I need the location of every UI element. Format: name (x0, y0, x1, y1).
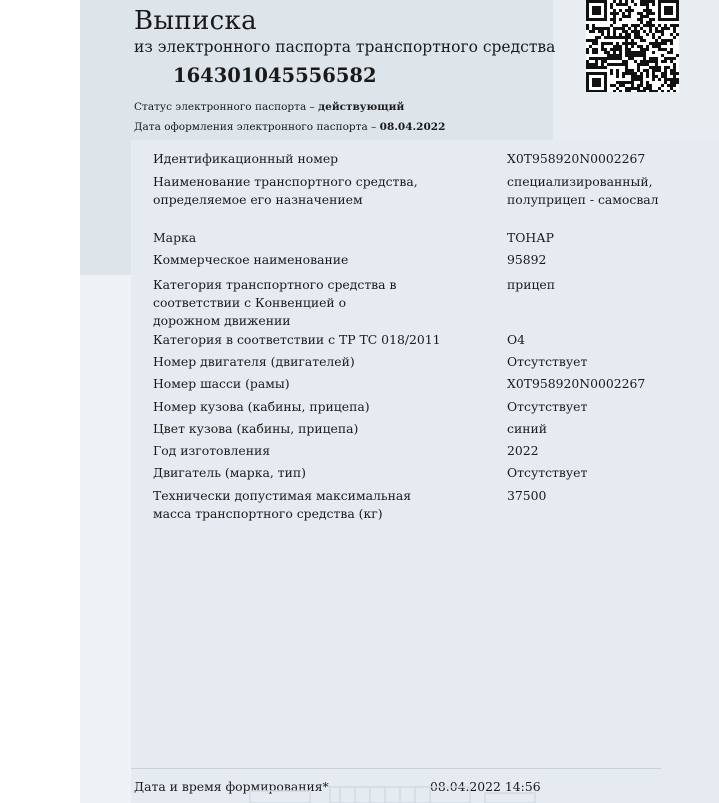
generated-label: Дата и время формирования* (134, 779, 329, 794)
field-value: синий (507, 421, 547, 436)
field-label: Категория в соответствии с ТР ТС 018/2011 (153, 332, 441, 347)
passport-number: 164301045556582 (173, 64, 377, 87)
field-value: 37500 (507, 488, 547, 503)
field-value: O4 (507, 332, 526, 347)
field-label: Год изготовления (153, 443, 271, 458)
field-value: X0T958920N0002267 (507, 151, 646, 166)
field-value: X0T958920N0002267 (507, 376, 646, 391)
issue-date-label: Дата оформления электронного паспорта – (134, 121, 380, 133)
status-value: действующий (318, 101, 405, 113)
field-label: Номер кузова (кабины, прицепа) (153, 399, 370, 414)
field-value: ТОНАР (507, 230, 554, 245)
field-value: Отсутствует (507, 354, 588, 369)
field-value: 2022 (507, 443, 539, 458)
field-label: Марка (153, 230, 197, 245)
status-label: Статус электронного паспорта – (134, 101, 319, 113)
field-value: Отсутствует (507, 465, 588, 480)
status-line (134, 101, 404, 113)
generated-value: 08.04.2022 14:56 (430, 779, 541, 794)
field-label: Идентификационный номер (153, 151, 339, 166)
field-label: Наименование транспортного средства, определяемое его назначением (153, 174, 418, 207)
field-label: Номер двигателя (двигателей) (153, 354, 355, 369)
footer-divider (131, 768, 661, 769)
field-value: Отсутствует (507, 399, 588, 414)
issue-date-line (134, 121, 445, 133)
qr-code-icon (586, 0, 680, 92)
field-label: Технически допустимая максимальная масса транспортного средства (кг) (153, 488, 412, 521)
field-value: прицеп (507, 277, 556, 292)
field-label: Двигатель (марка, тип) (153, 465, 306, 480)
document-title: Выписка (134, 6, 257, 36)
document-subtitle: из электронного паспорта транспортного средства (134, 38, 556, 56)
field-label: Коммерческое наименование (153, 252, 349, 267)
issue-date-value: 08.04.2022 (379, 121, 446, 133)
field-label: Номер шасси (рамы) (153, 376, 290, 391)
field-value: специализированный, полуприцеп - самосвал (507, 174, 659, 207)
truck-watermark-icon (230, 785, 560, 803)
field-value: 95892 (507, 252, 547, 267)
field-label: Цвет кузова (кабины, прицепа) (153, 421, 359, 436)
field-label: Категория транспортного средства в соответствии с Конвенцией о дорожном движении (153, 277, 397, 328)
